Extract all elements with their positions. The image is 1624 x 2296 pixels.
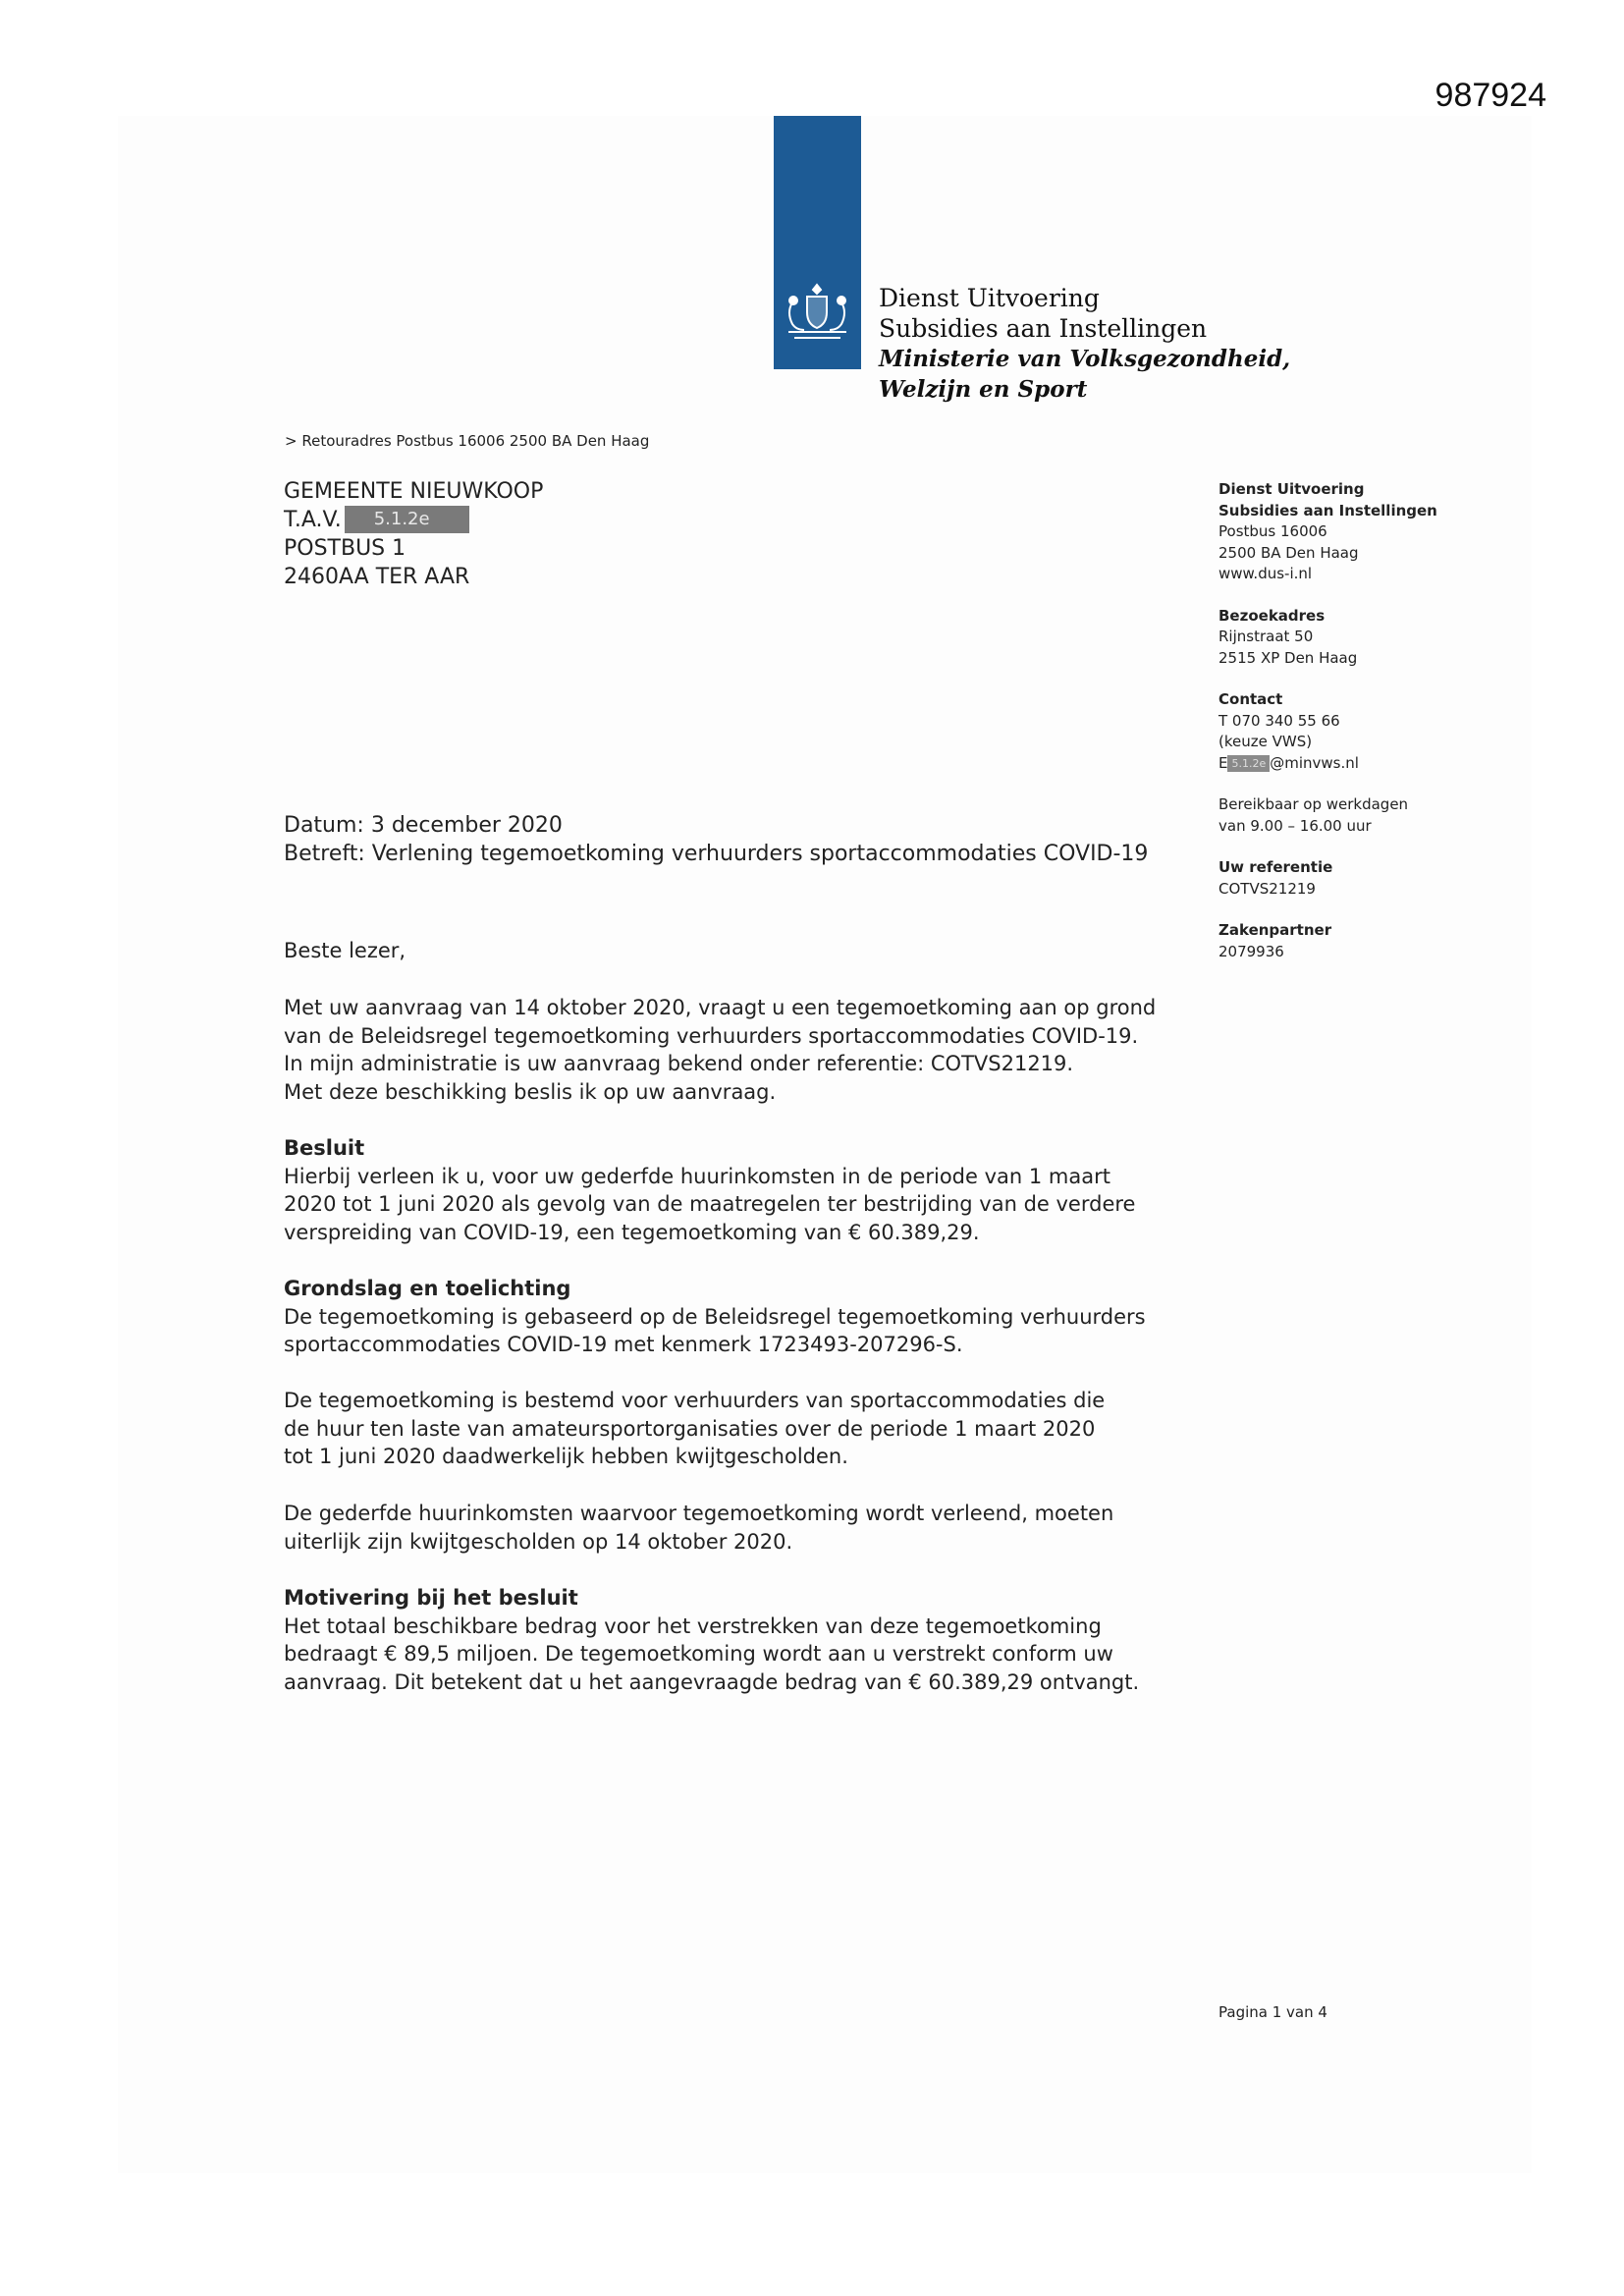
grondslag-line: sportaccommodaties COVID-19 met kenmerk 1723493-207296-S. [284,1333,963,1356]
contact-email-suffix: @minvws.nl [1270,753,1359,772]
document-number: 987924 [1435,77,1546,114]
agency-line-1: Dienst Uitvoering [879,284,1100,312]
recipient-tav [284,506,543,534]
rijksoverheid-logo [774,116,861,369]
contact-group [1218,689,1474,774]
partner-group [1218,920,1474,962]
sender-sidebar [1218,479,1474,983]
sender-line: 2500 BA Den Haag [1218,543,1359,562]
contact-email [1218,753,1474,775]
agency-line-2: Subsidies aan Instellingen [879,314,1208,343]
intro-line: Met deze beschikking beslis ik op uw aanvraag. [284,1079,777,1104]
recipient-address [284,477,543,591]
visit-heading: Bezoekadres [1218,606,1326,625]
hours-group [1218,794,1474,837]
visit-line: 2515 XP Den Haag [1218,648,1358,667]
besluit-heading: Besluit [284,1136,365,1160]
redaction-box: 5.1.2e [1227,755,1270,772]
sender-line: Postbus 16006 [1218,522,1327,540]
grondslag-line: De tegemoetkoming is bestemd voor verhuurders van sportaccommodaties die [284,1389,1106,1412]
grondslag-paragraph-2 [284,1387,1207,1471]
motivering-heading: Motivering bij het besluit [284,1586,578,1610]
agency-line-3: Ministerie van Volksgezondheid, [879,346,1291,372]
motivering-line: aanvraag. Dit betekent dat u het aangevraagde bedrag van € 60.389,29 ontvangt. [284,1669,1140,1694]
contact-line: (keuze VWS) [1218,733,1313,750]
intro-line: In mijn administratie is uw aanvraag bekend onder referentie: COTVS21219. [284,1052,1074,1075]
agency-name [879,283,1290,405]
besluit-line: 2020 tot 1 juni 2020 als gevolg van de maatregelen ter bestrijding van de verdere [284,1192,1136,1216]
grondslag-line: De gederfde huurinkomsten waarvoor tegemoetkoming wordt verleend, moeten [284,1502,1114,1525]
hours-line: Bereikbaar op werkdagen [1218,795,1409,813]
return-address: > Retouradres Postbus 16006 2500 BA Den Haag [285,432,650,450]
grondslag-section [284,1275,1207,1359]
date-line: Datum: 3 december 2020 [284,813,563,838]
contact-phone: T 070 340 55 66 [1218,711,1340,730]
grondslag-line: de huur ten laste van amateursportorganisaties over de periode 1 maart 2020 [284,1416,1096,1441]
recipient-line-3: POSTBUS 1 [284,536,406,561]
sender-heading-2: Subsidies aan Instellingen [1218,501,1437,519]
partner-value: 2079936 [1218,942,1284,960]
grondslag-heading: Grondslag en toelichting [284,1277,571,1300]
date-subject [284,811,1148,868]
reference-heading: Uw referentie [1218,858,1333,876]
besluit-section [284,1134,1207,1246]
contact-email-prefix: E [1218,753,1228,772]
hours-line: van 9.00 – 16.00 uur [1218,816,1372,835]
recipient-line-1: GEMEENTE NIEUWKOOP [284,479,544,504]
motivering-section [284,1584,1207,1696]
motivering-line: bedraagt € 89,5 miljoen. De tegemoetkoming wordt aan u verstrekt conform uw [284,1642,1113,1666]
partner-heading: Zakenpartner [1218,921,1332,939]
recipient-line-4: 2460AA TER AAR [284,565,470,589]
sender-website: www.dus-i.nl [1218,565,1313,582]
besluit-line: verspreiding van COVID-19, een tegemoetkoming van € 60.389,29. [284,1220,980,1244]
intro-line: van de Beleidsregel tegemoetkoming verhuurders sportaccommodaties COVID-19. [284,1023,1139,1048]
grondslag-line: De tegemoetkoming is gebaseerd op de Beleidsregel tegemoetkoming verhuurders [284,1304,1146,1329]
sender-group [1218,479,1474,585]
recipient-tav-label: T.A.V. [284,508,342,532]
grondslag-line: tot 1 juni 2020 daadwerkelijk hebben kwijtgescholden. [284,1445,848,1468]
reference-group [1218,857,1474,900]
page-number: Pagina 1 van 4 [1218,2003,1327,2021]
besluit-line: Hierbij verleen ik u, voor uw gederfde huurinkomsten in de periode van 1 maart [284,1164,1110,1188]
sender-heading-1: Dienst Uitvoering [1218,480,1365,498]
salutation: Beste lezer, [284,939,406,962]
contact-heading: Contact [1218,690,1283,708]
visit-group [1218,606,1474,670]
redaction-box: 5.1.2e [345,506,469,533]
grondslag-paragraph-3 [284,1500,1207,1556]
intro-paragraph [284,994,1207,1106]
subject-line: Betreft: Verlening tegemoetkoming verhuurders sportaccommodaties COVID-19 [284,842,1149,866]
visit-line: Rijnstraat 50 [1218,628,1314,645]
intro-line: Met uw aanvraag van 14 oktober 2020, vraagt u een tegemoetkoming aan op grond [284,996,1157,1019]
agency-line-4: Welzijn en Sport [879,376,1088,403]
coat-of-arms-icon [779,281,856,350]
motivering-line: Het totaal beschikbare bedrag voor het verstrekken van deze tegemoetkoming [284,1613,1102,1638]
grondslag-line: uiterlijk zijn kwijtgescholden op 14 oktober 2020. [284,1529,793,1554]
reference-value: COTVS21219 [1218,879,1316,898]
